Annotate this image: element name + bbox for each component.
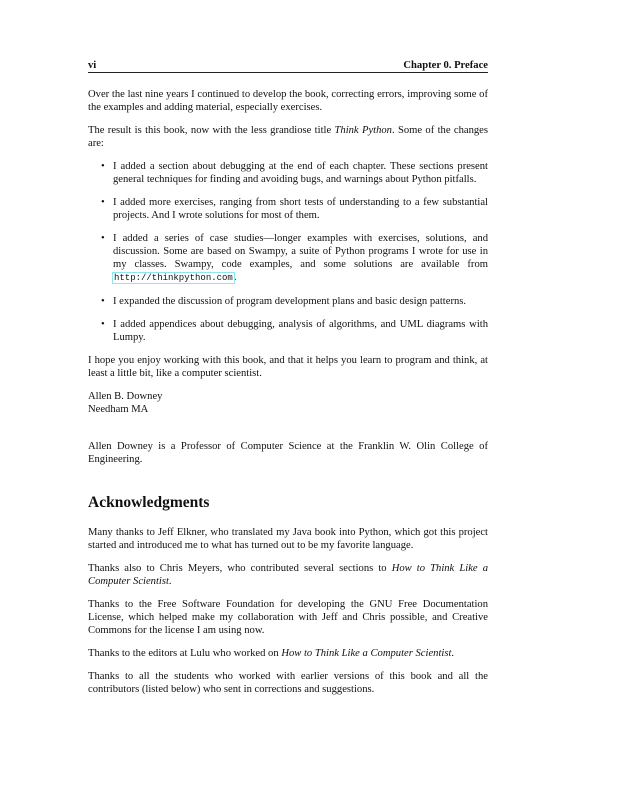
list-item-text: I added a series of case studies—longer examples with exercises, solutions, and discussion. Some are based on Swampy, a suite of Python programs I wrote for use in my classes. Swampy, code examples, and some solutions are available from	[113, 233, 488, 270]
ack-text-end: .	[168, 576, 172, 587]
ack-paragraph-1: Many thanks to Jeff Elkner, who translated my Java book into Python, which got this project started and introduced me to what has turned out to be my favorite language.	[88, 527, 488, 551]
author-bio: Allen Downey is a Professor of Computer Science at the Franklin W. Olin College of Engineering.	[88, 441, 488, 465]
ack-paragraph-5: Thanks to all the students who worked with earlier versions of this book and all the contributors (listed below) who sent in corrections and suggestions.	[88, 671, 488, 695]
intro-text: The result is this book, now with the less grandiose title	[88, 125, 335, 136]
book-title: How to Think Like a Computer Scientist	[88, 563, 488, 587]
list-item-text: I added more exercises, ranging from short tests of understanding to a few substantial projects. And I wrote solutions for most of them.	[113, 197, 488, 221]
ack-text: Thanks to the editors at Lulu who worked on	[88, 648, 282, 659]
book-title: How to Think Like a Computer Scientist	[281, 648, 452, 659]
bullet-icon: •	[101, 296, 105, 307]
ack-paragraph-3: Thanks to the Free Software Foundation for developing the GNU Free Documentation License, which helped make my collaboration with Jeff and Chris possible, and Creative Commons for the license I am using now.	[88, 599, 488, 636]
ack-paragraph-4	[88, 647, 488, 660]
list-item-text: I expanded the discussion of program development plans and basic design patterns.	[113, 296, 467, 307]
chapter-title: Chapter 0. Preface	[403, 60, 488, 71]
bullet-icon: •	[101, 233, 105, 244]
ack-text: Thanks also to Chris Meyers, who contributed several sections to	[88, 563, 392, 574]
signature-block	[88, 390, 488, 416]
page-body	[88, 88, 488, 706]
section-heading: Acknowledgments	[88, 494, 210, 511]
list-item	[88, 196, 488, 222]
list-item-text: I added appendices about debugging, analysis of algorithms, and UML diagrams with Lumpy.	[113, 319, 488, 343]
signature-name: Allen B. Downey	[88, 391, 163, 402]
book-title: Think Python	[334, 125, 392, 136]
list-item	[88, 232, 488, 285]
page-number: vi	[88, 60, 97, 71]
bullet-icon: •	[101, 319, 105, 330]
list-item-text-end: .	[233, 272, 237, 283]
list-item	[88, 295, 488, 308]
signature-place: Needham MA	[88, 404, 149, 415]
ack-text-end: .	[451, 648, 455, 659]
bullet-icon: •	[101, 161, 105, 172]
list-item	[88, 160, 488, 186]
thinkpython-link[interactable]: http://thinkpython.com	[114, 273, 233, 283]
list-item-text: I added a section about debugging at the end of each chapter. These sections present general techniques for finding and avoiding bugs, and warnings about Python pitfalls.	[113, 161, 488, 185]
bullet-icon: •	[101, 197, 105, 208]
list-item	[88, 318, 488, 344]
intro-text-end: . Some of the changes are:	[88, 125, 488, 149]
ack-paragraph-2	[88, 562, 488, 588]
running-header	[88, 58, 488, 73]
closing-paragraph: I hope you enjoy working with this book, and that it helps you learn to program and think, at least a little bit, like a computer scientist.	[88, 355, 488, 379]
changes-list	[88, 160, 488, 344]
intro-paragraph-2	[88, 124, 488, 150]
intro-paragraph-1: Over the last nine years I continued to develop the book, correcting errors, improving some of the examples and adding material, especially exercises.	[88, 89, 488, 113]
